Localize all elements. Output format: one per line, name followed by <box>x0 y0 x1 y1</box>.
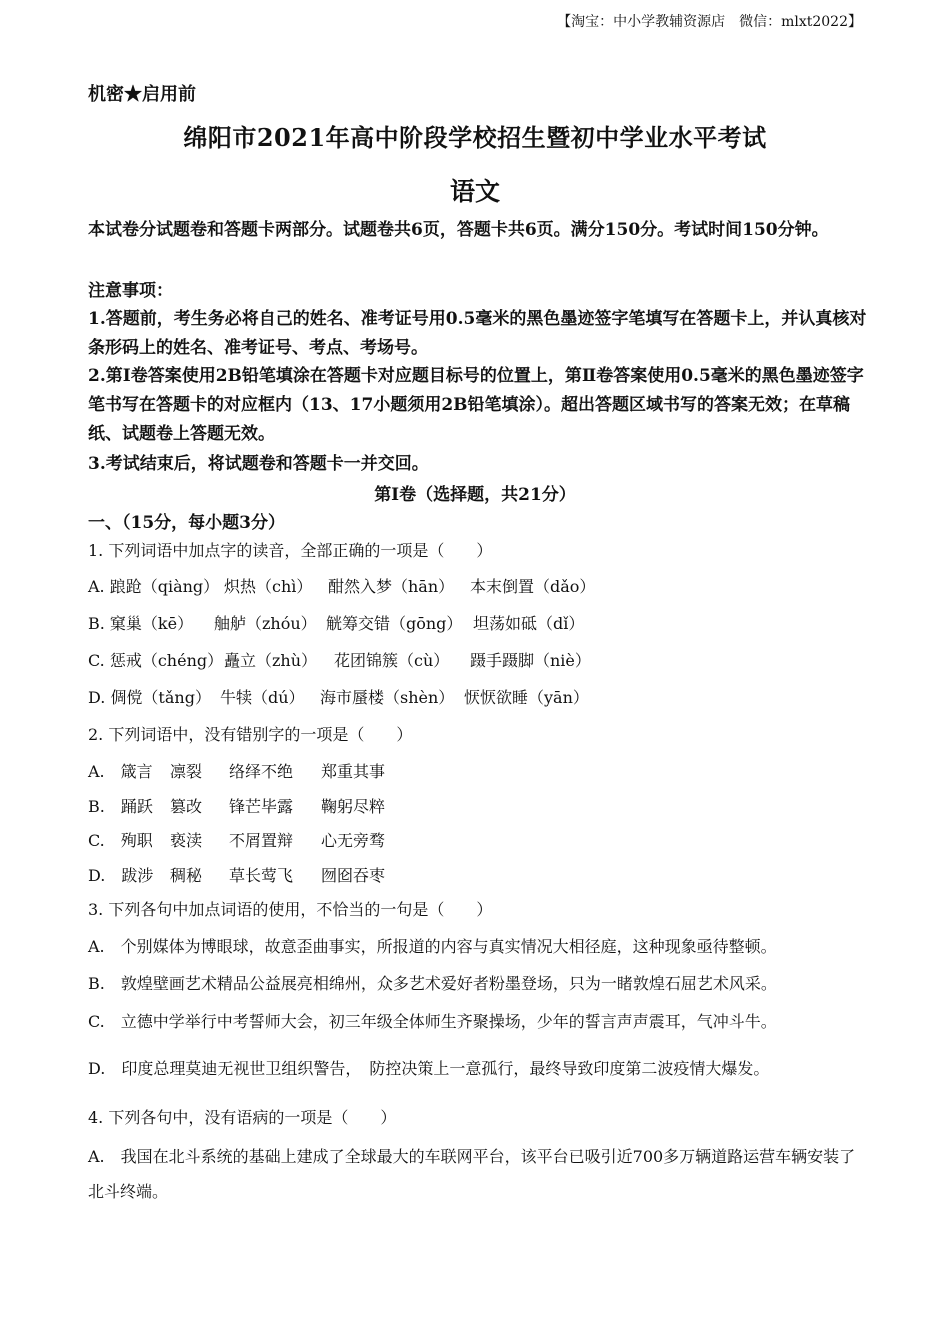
option-term: 锋芒毕露 <box>229 797 294 816</box>
option-term: 海市蜃楼（shèn） <box>320 688 455 707</box>
option-term: C. 殉职 <box>88 831 153 850</box>
notice-item-2: 2.第Ⅰ卷答案使用2B铅笔填涂在答题卡对应题目标号的位置上，第Ⅱ卷答案使用0.5毫米的黑色墨迹签字笔书写在答题卡的对应框内（13、17小题须用2B铅笔填涂）。超出答题区域书写的答案无效；在草稿纸、试题卷上答题无效。 <box>88 366 864 444</box>
option-term: 心无旁骛 <box>321 831 386 850</box>
question-2-stem: 2. 下列词语中，没有错别字的一项是（ ） <box>88 725 413 744</box>
question-1-stem: 1. 下列词语中加点字的读音，全部正确的一项是（ ） <box>88 541 493 560</box>
option-term: 酣然入梦（hān） <box>328 577 455 596</box>
option-term: 恹恹欲睡（yān） <box>464 688 589 707</box>
question-3-option-b: B. 敦煌壁画艺术精品公益展亮相绵州，众多艺术爱好者粉墨登场，只为一睹敦煌石屈艺术风采。 <box>88 974 777 993</box>
option-term: A. 箴言 <box>88 762 153 781</box>
option-term: B. 踊跃 <box>88 797 153 816</box>
option-term: 舳舻（zhóu） <box>214 614 317 633</box>
option-term: 花团锦簇（cù） <box>334 651 450 670</box>
confidential-label: 机密★启用前 <box>88 84 196 105</box>
option-term: 囫囵吞枣 <box>321 866 386 885</box>
option-term: 蹑手蹑脚（niè） <box>470 651 591 670</box>
notice-heading: 注意事项： <box>88 281 173 301</box>
option-term: 稠秘 <box>170 866 203 885</box>
option-term: 本末倒置（dǎo） <box>470 577 596 596</box>
option-term: C. 惩戒（chéng） <box>88 651 224 670</box>
option-term: D. 倜傥（tǎng） <box>88 688 211 707</box>
option-term: 不屑置辩 <box>229 831 294 850</box>
exam-title: 绵阳市2021年高中阶段学校招生暨初中学业水平考试 <box>183 123 767 152</box>
question-4-option-a: A. 我国在北斗系统的基础上建成了全球最大的车联网平台，该平台已吸引近700多万辆道路运营车辆安装了北斗终端。 <box>88 1147 856 1201</box>
section-1-title: 一、（15分，每小题3分） <box>88 513 285 533</box>
option-term: 炽热（chì） <box>224 577 313 596</box>
option-term: 篡改 <box>170 797 203 816</box>
option-term: 觥筹交错（gōng） <box>326 614 463 633</box>
option-term: A. 踉跄（qiàng） <box>88 577 220 596</box>
question-3-stem: 3. 下列各句中加点词语的使用，不恰当的一句是（ ） <box>88 900 493 919</box>
option-term: 矗立（zhù） <box>224 651 318 670</box>
question-3-option-c: C. 立德中学举行中考誓师大会，初三年级全体师生齐聚操场，少年的誓言声声震耳，气冲斗牛。 <box>88 1012 777 1031</box>
option-term: 凛裂 <box>170 762 203 781</box>
notice-item-1: 1.答题前，考生务必将自己的姓名、准考证号用0.5毫米的黑色墨迹签字笔填写在答题卡上，并认真核对条形码上的姓名、准考证号、考点、考场号。 <box>88 309 867 358</box>
option-term: 郑重其事 <box>321 762 386 781</box>
option-term: 草长莺飞 <box>229 866 294 885</box>
option-term: B. 窠巢（kē） <box>88 614 194 633</box>
question-3-option-d: D. 印度总理莫迪无视世卫组织警告， 防控决策上一意孤行，最终导致印度第二波疫情大爆发。 <box>88 1059 770 1078</box>
option-term: 鞠躬尽粹 <box>321 797 386 816</box>
subject-title: 语文 <box>449 177 500 206</box>
notice-item-3: 3.考试结束后，将试题卷和答题卡一并交回。 <box>88 454 429 474</box>
question-4-stem: 4. 下列各句中，没有语病的一项是（ ） <box>88 1108 397 1127</box>
option-term: 亵渎 <box>170 831 203 850</box>
option-term: D. 跋涉 <box>88 866 154 885</box>
part-1-title: 第Ⅰ卷（选择题，共21分） <box>374 485 576 505</box>
option-term: 络绎不绝 <box>229 762 294 781</box>
option-term: 牛犊（dú） <box>220 688 305 707</box>
watermark-note: 【淘宝：中小学教辅资源店 微信：mlxt2022】 <box>557 14 862 30</box>
exam-intro: 本试卷分试题卷和答题卡两部分。试题卷共6页，答题卡共6页。满分150分。考试时间150分钟。 <box>88 220 829 240</box>
option-term: 坦荡如砥（dǐ） <box>473 614 585 633</box>
question-3-option-a: A. 个别媒体为博眼球，故意歪曲事实，所报道的内容与真实情况大相径庭，这种现象亟待整顿。 <box>88 937 777 956</box>
